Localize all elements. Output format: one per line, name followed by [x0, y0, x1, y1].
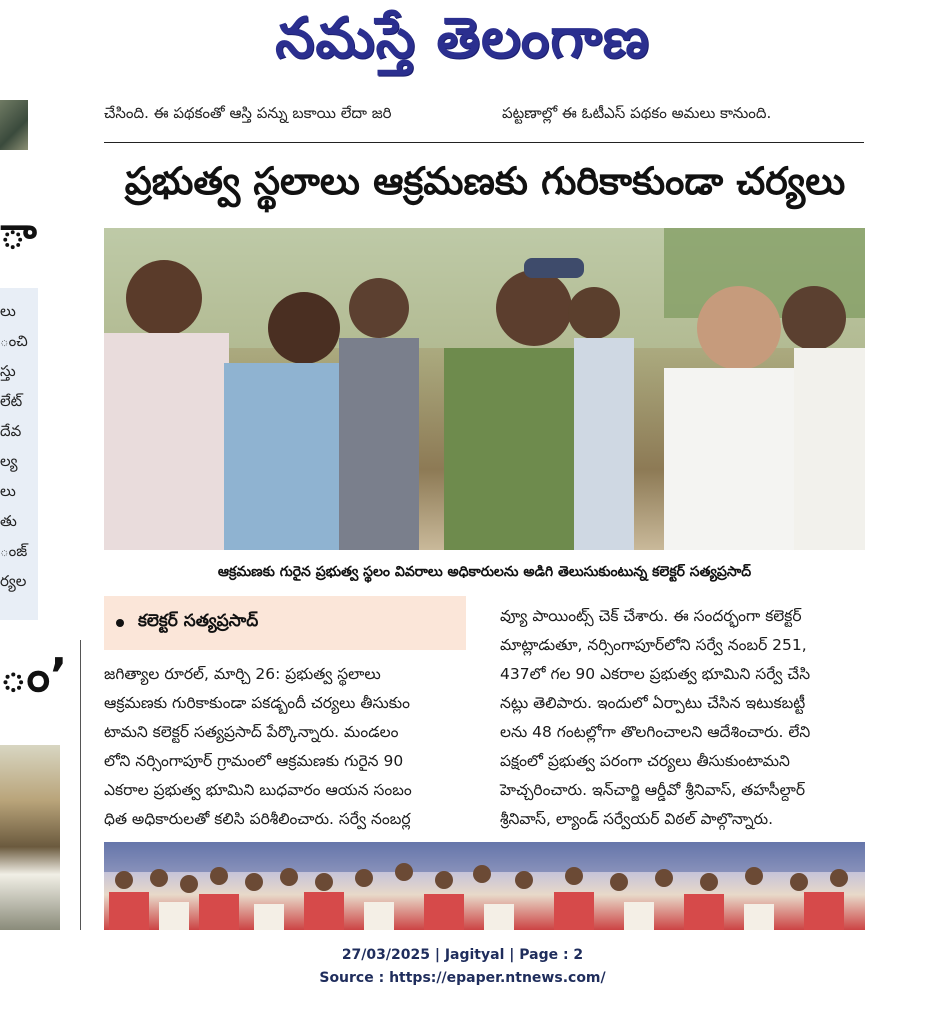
adjacent-line: లు [0, 482, 16, 500]
photo-caption: ఆక్రమణకు గురైన ప్రభుత్వ స్థలం వివరాలు అధికారులను అడిగి తెలుసుకుంటున్న కలెక్టర్‌ సత్యప్రసాద్‌ [217, 564, 752, 580]
body-line: జగిత్యాల రూరల్‌, మార్చి 26: ప్రభుత్వ స్థలాలు [104, 665, 381, 683]
adjacent-article-strip [0, 100, 68, 930]
byline-text: కలెక్టర్‌ సత్యప్రసాద్‌ [138, 611, 259, 631]
adjacent-line: దేవ [0, 422, 22, 440]
body-line: ధిత అధికారులతో కలిసి పరిశీలించారు. సర్వే నంబర్ల [104, 810, 411, 828]
adjacent-line: స్తు [0, 362, 16, 380]
article-photo [104, 228, 865, 550]
body-line: మాట్లాడుతూ, నర్సింగాపూర్‌లోని సర్వే నంబర్‌ 251, [500, 636, 807, 654]
adjacent-line: ంజ్ [0, 542, 28, 560]
body-line: శ్రీనివాస్‌, ల్యాండ్‌ సర్వేయర్‌ విఠల్‌ పాల్గొన్నారు. [500, 810, 774, 828]
adjacent-photo-bottom [0, 745, 60, 930]
adjacent-text-lines [0, 296, 38, 596]
bullet-icon [116, 619, 124, 627]
previous-article-line-left: చేసింది. ఈ పథకంతో ఆస్తి పన్ను బకాయి లేదా జరి [104, 104, 392, 122]
photo-illustration [104, 228, 865, 550]
article-body-left [104, 660, 474, 834]
adjacent-line: ంచి [0, 332, 28, 350]
edition-info: 27/03/2025 | Jagityal | Page : 2 [341, 947, 584, 963]
adjacent-line: లేట్ [0, 392, 23, 410]
article-separator [104, 142, 864, 143]
adjacent-line: ల్య [0, 452, 18, 470]
body-line: పక్షంలో ప్రభుత్వ పరంగా చర్యలు తీసుకుంటామని [500, 752, 790, 770]
body-line: లోని నర్సింగాపూర్‌ గ్రామంలో ఆక్రమణకు గురైన 90 [104, 752, 404, 770]
body-line: నట్లు తెలిపారు. ఇందులో ఏర్పాటు చేసిన ఇటుకబట్టీ [500, 694, 806, 712]
body-line: హెచ్చరించారు. ఇన్‌చార్జి ఆర్డీవో శ్రీనివాస్‌, తహసీల్దార్‌ [500, 781, 806, 799]
newspaper-logo: నమస్తే తెలంగాణ [275, 5, 650, 71]
body-line: టామని కలెక్టర్‌ సత్యప్రసాద్‌ పేర్కొన్నారు. మండలం [104, 723, 399, 741]
body-line: ఎకరాల ప్రభుత్వ భూమిని బుధవారం ఆయన సంబం [104, 781, 412, 799]
source-link[interactable]: Source : https://epaper.ntnews.com/ [319, 970, 606, 986]
page-footer [0, 944, 925, 990]
body-line: లను 48 గంటల్లోగా తొలగించాలని ఆదేశించారు. లేని [500, 723, 811, 741]
byline-box [104, 596, 466, 650]
body-line: ఆక్రమణకు గురికాకుండా పకడ్బందీ చర్యలు తీసుకుం [104, 694, 411, 712]
body-line: వ్యూ పాయింట్స్‌ చెక్‌ చేశారు. ఈ సందర్భంగా కలెక్టర్‌ [500, 607, 802, 625]
masthead [0, 0, 925, 90]
next-article-photo [104, 842, 865, 930]
article-headline: ప్రభుత్వ స్థలాలు ఆక్రమణకు గురికాకుండా చర్యలు [124, 158, 846, 203]
adjacent-headline-fragment-2: ం’ [0, 648, 68, 702]
group-photo-illustration [104, 842, 865, 930]
article-body-right [500, 602, 866, 834]
adjacent-photo-top [0, 100, 28, 150]
previous-article-line-right: పట్టణాల్లో ఈ ఓటీఎస్‌ పథకం అమలు కానుంది. [502, 104, 772, 122]
adjacent-line: తు [0, 512, 17, 530]
adjacent-line: ర్యల [0, 572, 27, 590]
column-divider [80, 640, 81, 930]
adjacent-line: లు [0, 302, 16, 320]
body-line: 437లో గల 90 ఎకరాల ప్రభుత్వ భూమిని సర్వే చేసి [500, 665, 811, 683]
adjacent-headline-fragment: ా [0, 208, 37, 259]
